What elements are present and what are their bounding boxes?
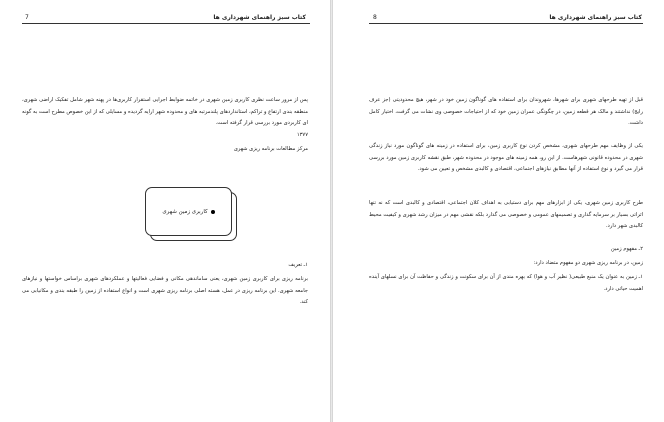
source-caption: مرکز مطالعات برنامه ریزی شهری: [233, 146, 308, 152]
paragraph-3: طرح کاربری زمین شهری، یکی از ابزارهای مهم برای دستیابی به اهداف کلان اجتماعی، اقتصادی و کالبدی است که نه تنها اثراتی بسیار بر سرمایه گذاری و تصمیمهای عمومی و خصوصی می گذارد بلکه نقشی مهم در میزان رشد شهری و کیفیت محیط کالبدی شهر دارد.: [369, 200, 643, 229]
running-header: کتاب سبز راهنمای شهرداری ها: [213, 14, 306, 21]
running-header: کتاب سبز راهنمای شهرداری ها: [549, 14, 642, 21]
section-intro: زمین، در برنامه ریزی شهری دو مفهوم متضاد دارد:: [533, 260, 643, 266]
page-number: 8: [373, 14, 377, 21]
definition-paragraph: برنامه ریزی برای کاربری زمین شهری، یعنی ساماندهی مکانی و فضایی فعالیتها و عملکردهای شهری براساس خواستها و نیازهای جامعه شهری. این برنامه ریزی در عمل، هسته اصلی برنامه ریزی شهری است و انواع استفاده از زمین را طبقه بندی و مکانیابی می کند.: [22, 276, 308, 305]
year-line: ۱۳۷۷: [296, 132, 308, 138]
diagram-label: کاربری زمین شهری: [162, 208, 208, 215]
section-heading: ۱ـ تعریف: [288, 262, 308, 268]
land-use-diagram: [145, 187, 232, 236]
intro-paragraph: پس از مرور ساعت نظری کاربری زمین شهری در خاتمه ضوابط اجرایی استقرار کاربری‌ها در پهنه شهر شامل تفکیک اراضی شهری، منطقه بندی ارتفاع و تراکم، استانداردهای پلندمرتبه های و محدوده شهر ارایه گردیده و مسایلی که از این خصوص مطرح است به گونه ای کاربردی مورد بررسی قرار گرفته است.: [22, 97, 308, 126]
page-number: 7: [25, 14, 29, 21]
left-page: [0, 0, 330, 422]
right-page: [333, 0, 664, 422]
header-rule: [22, 23, 310, 24]
bullet-icon: [211, 210, 215, 214]
section-heading: ۲ـ مفهوم زمین: [610, 246, 643, 252]
paragraph-1: قبل از تهیه طرحهای شهری برای شهرها، شهروندان برای استفاده های گوناگون زمین خود در شهر، هیچ محدودیتی (جز عرف رایج) نداشتند و مالک هر قطعه زمین، در چگونگی عمران زمین خود که از احتیاجات خصوصی وی نشات می گرفت، اختیار کامل داشت.: [369, 97, 643, 126]
concept-1: ۱ـ زمین به عنوان یک منبع طبیعی( نظیر آب و هوا) که بهره مندی از آن برای سکونت و زندگی و حفاظت آن برای نسلهای آینده اهمیت حیاتی دارد.: [369, 274, 643, 292]
header-rule: [369, 23, 643, 24]
paragraph-2: یکی از وظایف مهم طرحهای شهری، مشخص کردن نوع کاربری زمین، برای استفاده در زمینه های گوناگون مورد نیاز زندگی شهری در محدوده قانونی شهرهاست. از این رو، همه زمینه های موجود در محدوده شهر، طبق نقشه کاربری زمین مورد بررسی قرار می گیرد و نوع استفاده از آنها مطابق نیازهای اجتماعی، اقتصادی و کالبدی مشخص و تعیین می شود.: [369, 143, 643, 172]
